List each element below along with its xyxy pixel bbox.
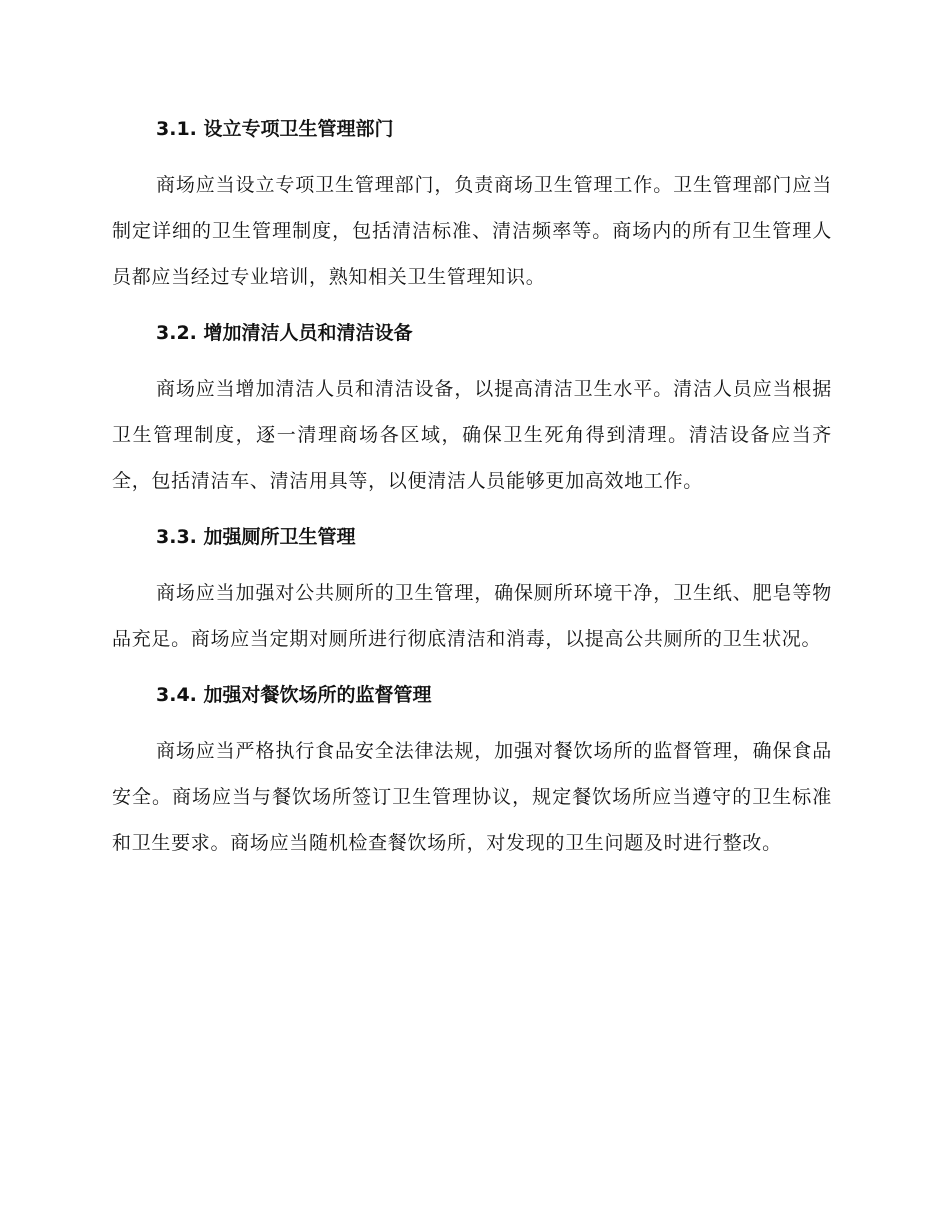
section-heading-3-4: 3.4. 加强对餐饮场所的监督管理 — [156, 684, 432, 706]
section-paragraph-3-1: 商场应当设立专项卫生管理部门，负责商场卫生管理工作。卫生管理部门应当制定详细的卫生管理制度，包括清洁标准、清洁频率等。商场内的所有卫生管理人员都应当经过专业培训，熟知相关卫生管理知识。 — [112, 174, 832, 288]
section-paragraph-3-3: 商场应当加强对公共厕所的卫生管理，确保厕所环境干净，卫生纸、肥皂等物品充足。商场应当定期对厕所进行彻底清洁和消毒，以提高公共厕所的卫生状况。 — [112, 582, 832, 650]
section-heading-3-1: 3.1. 设立专项卫生管理部门 — [156, 118, 394, 140]
document-body — [112, 106, 832, 866]
section-paragraph-3-4: 商场应当严格执行食品安全法律法规，加强对餐饮场所的监督管理，确保食品安全。商场应当与餐饮场所签订卫生管理协议，规定餐饮场所应当遵守的卫生标准和卫生要求。商场应当随机检查餐饮场所，对发现的卫生问题及时进行整改。 — [112, 740, 832, 854]
section-heading-3-3: 3.3. 加强厕所卫生管理 — [156, 526, 356, 548]
section-heading-3-2: 3.2. 增加清洁人员和清洁设备 — [156, 322, 413, 344]
section-paragraph-3-2: 商场应当增加清洁人员和清洁设备，以提高清洁卫生水平。清洁人员应当根据卫生管理制度，逐一清理商场各区域，确保卫生死角得到清理。清洁设备应当齐全，包括清洁车、清洁用具等，以便清洁人员能够更加高效地工作。 — [112, 378, 832, 492]
